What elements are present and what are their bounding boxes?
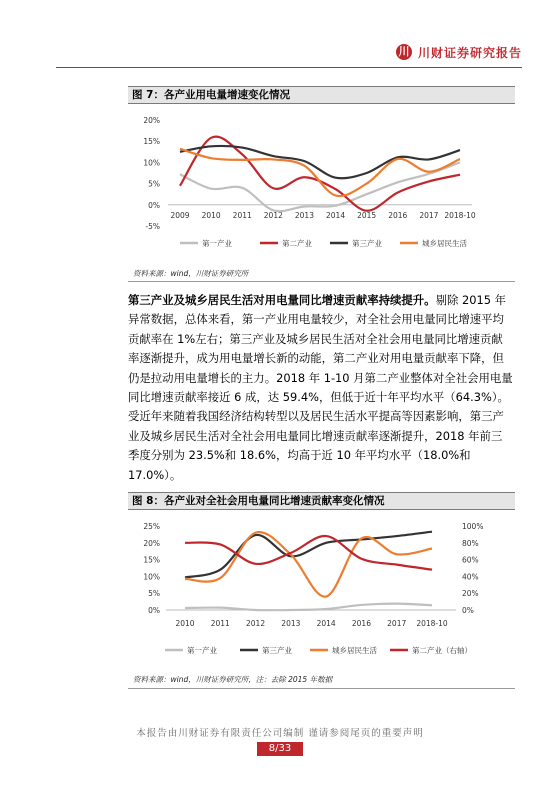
- series-line: [180, 137, 460, 211]
- y-tick-label: 15%: [143, 137, 160, 147]
- y-tick-label: 5%: [148, 179, 160, 189]
- legend-label: 第二产业: [282, 239, 312, 248]
- x-tick-label: 2018-10: [444, 211, 476, 220]
- legend-label: 城乡居民生活: [332, 646, 377, 655]
- figure7-source: 资料来源：wind，川财证券研究所: [133, 269, 249, 278]
- legend-label: 第一产业: [202, 239, 232, 248]
- y-left-tick-label: 20%: [143, 538, 160, 548]
- legend-label: 第二产业（右轴）: [412, 646, 472, 655]
- legend-label: 第三产业: [262, 646, 292, 655]
- x-tick-label: 2015: [357, 211, 377, 220]
- y-left-tick-label: 15%: [143, 555, 160, 565]
- x-tick-label: 2010: [201, 211, 221, 220]
- x-tick-label: 2014: [326, 211, 346, 220]
- y-right-tick-label: 100%: [462, 522, 484, 531]
- x-tick-label: 2012: [246, 619, 266, 628]
- legend-label: 城乡居民生活: [422, 239, 467, 248]
- paragraph-body: 剔除 2015 年异常数据，总体来看，第一产业用电量较少，对全社会用电量同比增速平均贡献率在 1%左右；第三产业及城乡居民生活对全社会用电量同比增速贡献率逐渐提升，成为用电量增长新的动能，第二产业对用电量贡献率下降，但仍是拉动用电量增长的主力。2018 年 1-10 月第二产业整体对全社会用电量同比增速贡献率接近 6 成，达 59.4%，但低于近十年平均水平（64.3%）。受近年来随着我国经济结构转型以及居民生活水平提高等因素影响，第三产业及城乡居民生活对全社会用电量同比增速贡献率逐渐提升，2018 年前三季度分别为 23.5%和 18.6%，均高于近 10 年平均水平（18.0%和 17.0%）。: [128, 293, 513, 482]
- paragraph-lead: 第三产业及城乡居民生活对用电量同比增速贡献率持续提升。: [128, 293, 436, 307]
- x-tick-label: 2013: [294, 211, 314, 220]
- y-right-tick-label: 80%: [462, 538, 479, 548]
- x-tick-label: 2017: [419, 211, 439, 220]
- series-line: [185, 604, 432, 611]
- figure7-caption: 图 7：各产业用电量增速变化情况: [128, 86, 515, 104]
- x-tick-label: 2012: [263, 211, 283, 220]
- y-tick-label: 20%: [143, 116, 160, 125]
- footer-disclaimer: 本报告由川财证券有限责任公司编制 谨请参阅尾页的重要声明: [136, 728, 424, 739]
- figure8-divider: [128, 688, 515, 689]
- header-brand: [396, 42, 522, 62]
- figure8-caption: 图 8：各产业对全社会用电量同比增速贡献率变化情况: [128, 492, 515, 510]
- page-number: 8/33: [257, 742, 303, 756]
- y-left-tick-label: 25%: [143, 522, 160, 531]
- y-tick-label: -5%: [145, 222, 160, 231]
- y-right-tick-label: 0%: [462, 606, 474, 615]
- company-logo-icon: 川: [396, 44, 412, 60]
- y-right-tick-label: 20%: [462, 589, 479, 599]
- y-left-tick-label: 0%: [148, 606, 160, 615]
- x-tick-label: 2018-10: [416, 619, 448, 628]
- y-left-tick-label: 5%: [148, 589, 160, 599]
- figure8-chart: [0, 514, 560, 674]
- legend-label: 第一产业: [187, 646, 217, 655]
- brand-title: 川财证券研究报告: [417, 45, 522, 60]
- y-right-tick-label: 40%: [462, 572, 479, 582]
- y-tick-label: 10%: [143, 158, 160, 168]
- x-tick-label: 2016: [351, 619, 371, 628]
- series-line: [180, 146, 460, 178]
- header-divider: [56, 67, 522, 68]
- x-tick-label: 2017: [387, 619, 407, 628]
- figure7-divider: [128, 281, 515, 282]
- y-right-tick-label: 60%: [462, 555, 479, 565]
- figure7-chart: [0, 108, 560, 268]
- x-tick-label: 2014: [316, 619, 336, 628]
- x-tick-label: 2011: [232, 211, 252, 220]
- x-tick-label: 2016: [388, 211, 408, 220]
- y-tick-label: 0%: [148, 200, 160, 210]
- figure8-source: 资料来源：wind，川财证券研究所，注：去除 2015 年数据: [133, 675, 333, 684]
- x-tick-label: 2010: [175, 619, 195, 628]
- body-paragraph: [128, 291, 513, 485]
- y-left-tick-label: 10%: [143, 572, 160, 582]
- x-tick-label: 2013: [281, 619, 301, 628]
- x-tick-label: 2009: [170, 211, 190, 220]
- legend-label: 第三产业: [352, 239, 382, 248]
- x-tick-label: 2011: [210, 619, 230, 628]
